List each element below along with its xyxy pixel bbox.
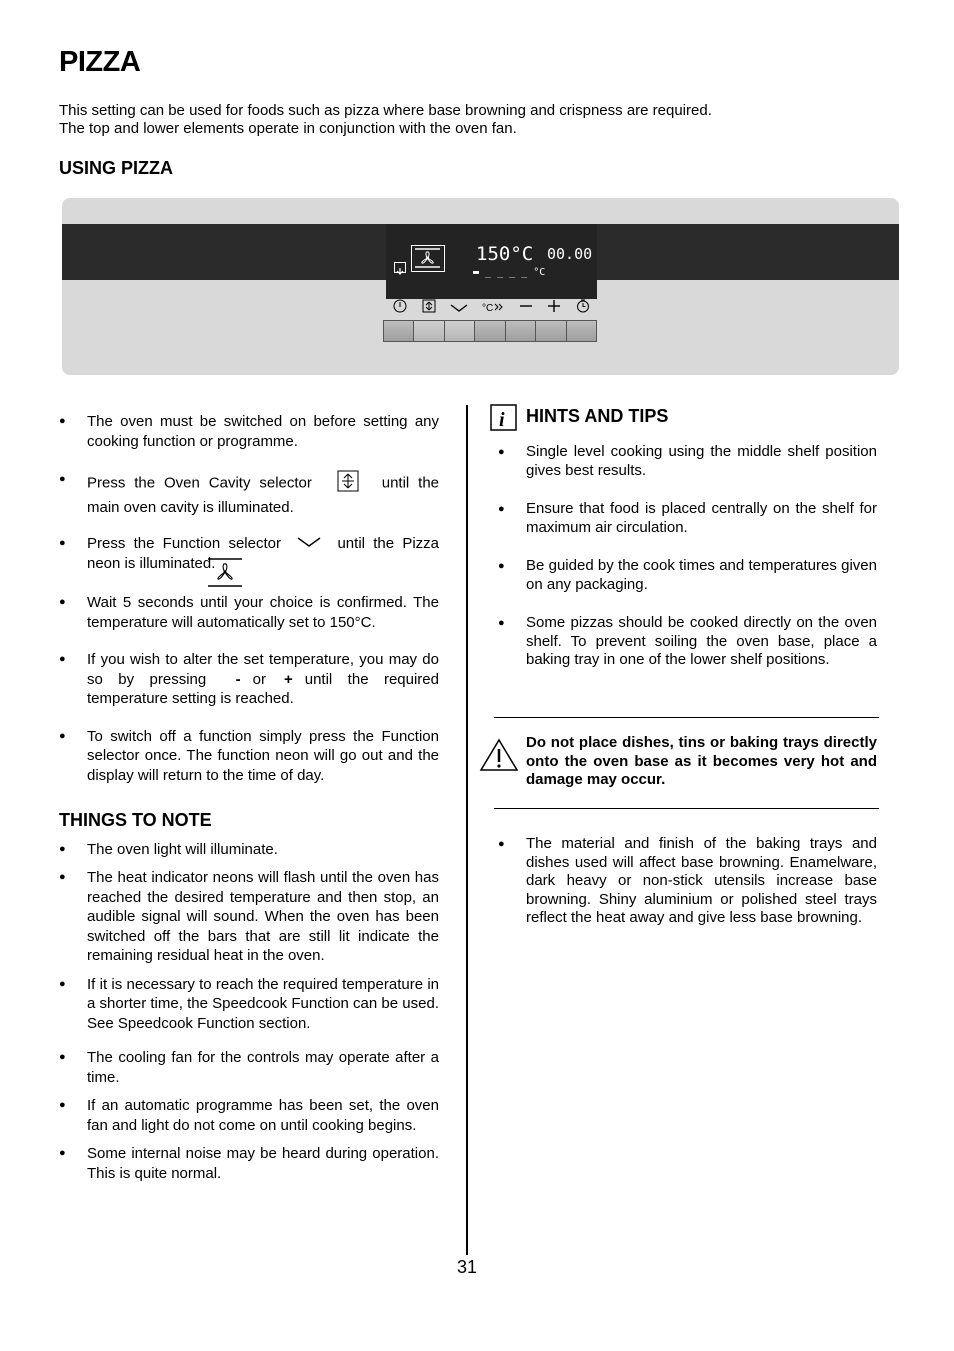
plus-symbol: + xyxy=(283,670,293,688)
cavity-icon xyxy=(394,262,406,273)
button-cavity[interactable] xyxy=(414,321,444,341)
page-title: PIZZA xyxy=(59,46,141,78)
hints-list xyxy=(498,443,877,670)
plus-icon xyxy=(547,299,561,317)
using-heading: USING PIZZA xyxy=(59,158,174,178)
page-number: 31 xyxy=(457,1257,478,1277)
things-to-note-heading: THINGS TO NOTE xyxy=(59,810,212,831)
list-item: ● The heat indicator neons will flash until the oven has reached the desired temperature and then stop, an audible signal will sound. When the oven has been switched off the bars that are still lit indicate the remaining residual heat in the oven. xyxy=(59,868,439,966)
minus-icon xyxy=(519,299,533,317)
button-symbols xyxy=(386,298,597,318)
button-timer[interactable] xyxy=(567,321,596,341)
warning-rule-bottom xyxy=(494,808,879,809)
list-item: ● Press the Oven Cavity selector until the main oven cavity is illuminated. xyxy=(59,470,439,517)
final-hint xyxy=(498,835,877,928)
list-item: ● Some pizzas should be cooked directly on the oven shelf. To prevent soiling the oven base, place a baking tray in one of the lower shelf positions. xyxy=(498,614,877,670)
hints-heading: HINTS AND TIPS xyxy=(526,406,669,426)
list-item: ● If you wish to alter the set temperature, you may do so by pressing - or + until the required temperature setting is reached. xyxy=(59,650,439,709)
list-item: ● The material and finish of the baking trays and dishes used will affect base browning. Enamelware, dark heavy or non-stick utensils increase base browning. Shiny aluminium or polished steel trays reflect the heat away and give less base browning. xyxy=(498,835,877,928)
list-item: ● Wait 5 seconds until your choice is confirmed. The temperature will automatically set to 150°C. xyxy=(59,593,439,632)
list-item: ● The cooling fan for the controls may operate after a time. xyxy=(59,1048,439,1087)
speedcook-icon xyxy=(482,300,504,317)
warning-text: Do not place dishes, tins or baking trays directly onto the oven base as it becomes very hot and damage may occur. xyxy=(526,734,877,788)
list-item: ● The oven light will illuminate. xyxy=(59,840,439,860)
button-speedcook[interactable] xyxy=(475,321,505,341)
button-minus[interactable] xyxy=(506,321,536,341)
list-item: ● If an automatic programme has been set, the oven fan and light do not come on until cooking begins. xyxy=(59,1096,439,1135)
function-selector-icon xyxy=(297,534,321,554)
left-column xyxy=(59,412,439,1183)
list-item: ● To switch off a function simply press the Function selector once. The function neon will go out and the display will return to the time of day. xyxy=(59,727,439,786)
cavity-selector-icon xyxy=(422,299,436,317)
minus-symbol: - xyxy=(235,670,241,688)
list-item: ● Press the Function selector until the Pizza neon is illuminated. xyxy=(59,534,439,573)
button-plus[interactable] xyxy=(536,321,566,341)
column-divider xyxy=(466,405,468,1255)
timer-icon xyxy=(576,299,590,317)
button-function[interactable] xyxy=(445,321,475,341)
pizza-function-icon xyxy=(207,558,243,594)
clock-readout: 00.00 xyxy=(547,245,593,263)
list-item: ● Single level cooking using the middle shelf position gives best results. xyxy=(498,443,877,480)
info-icon xyxy=(490,404,517,436)
intro-line-2: The top and lower elements operate in conjunction with the oven fan. xyxy=(59,120,517,137)
pizza-function-icon xyxy=(411,245,445,272)
list-item: ● Be guided by the cook times and temperatures given on any packaging. xyxy=(498,557,877,594)
svg-text:°C: °C xyxy=(482,302,494,313)
warning-icon xyxy=(479,738,519,777)
svg-text:i: i xyxy=(499,409,505,431)
power-icon xyxy=(393,299,407,317)
cavity-selector-icon xyxy=(337,470,359,498)
list-item: ● Ensure that food is placed centrally on the shelf for maximum air circulation. xyxy=(498,500,877,537)
button-power[interactable] xyxy=(384,321,414,341)
function-selector-icon xyxy=(450,300,468,317)
list-item: ● If it is necessary to reach the required temperature in a shorter time, the Speedcook Function can be used. See Speedcook Function section. xyxy=(59,975,439,1034)
intro-line-1: This setting can be used for foods such as pizza where base browning and crispness are required. xyxy=(59,102,712,119)
temperature-readout: 150°C xyxy=(476,243,534,265)
button-row xyxy=(383,320,597,342)
intro xyxy=(59,102,899,138)
warning-rule-top xyxy=(494,717,879,718)
heat-bars: ▬ _ _ _ _ °C xyxy=(473,267,546,278)
list-item: ● Some internal noise may be heard during operation. This is quite normal. xyxy=(59,1144,439,1183)
list-item: ● The oven must be switched on before setting any cooking function or programme. xyxy=(59,412,439,451)
